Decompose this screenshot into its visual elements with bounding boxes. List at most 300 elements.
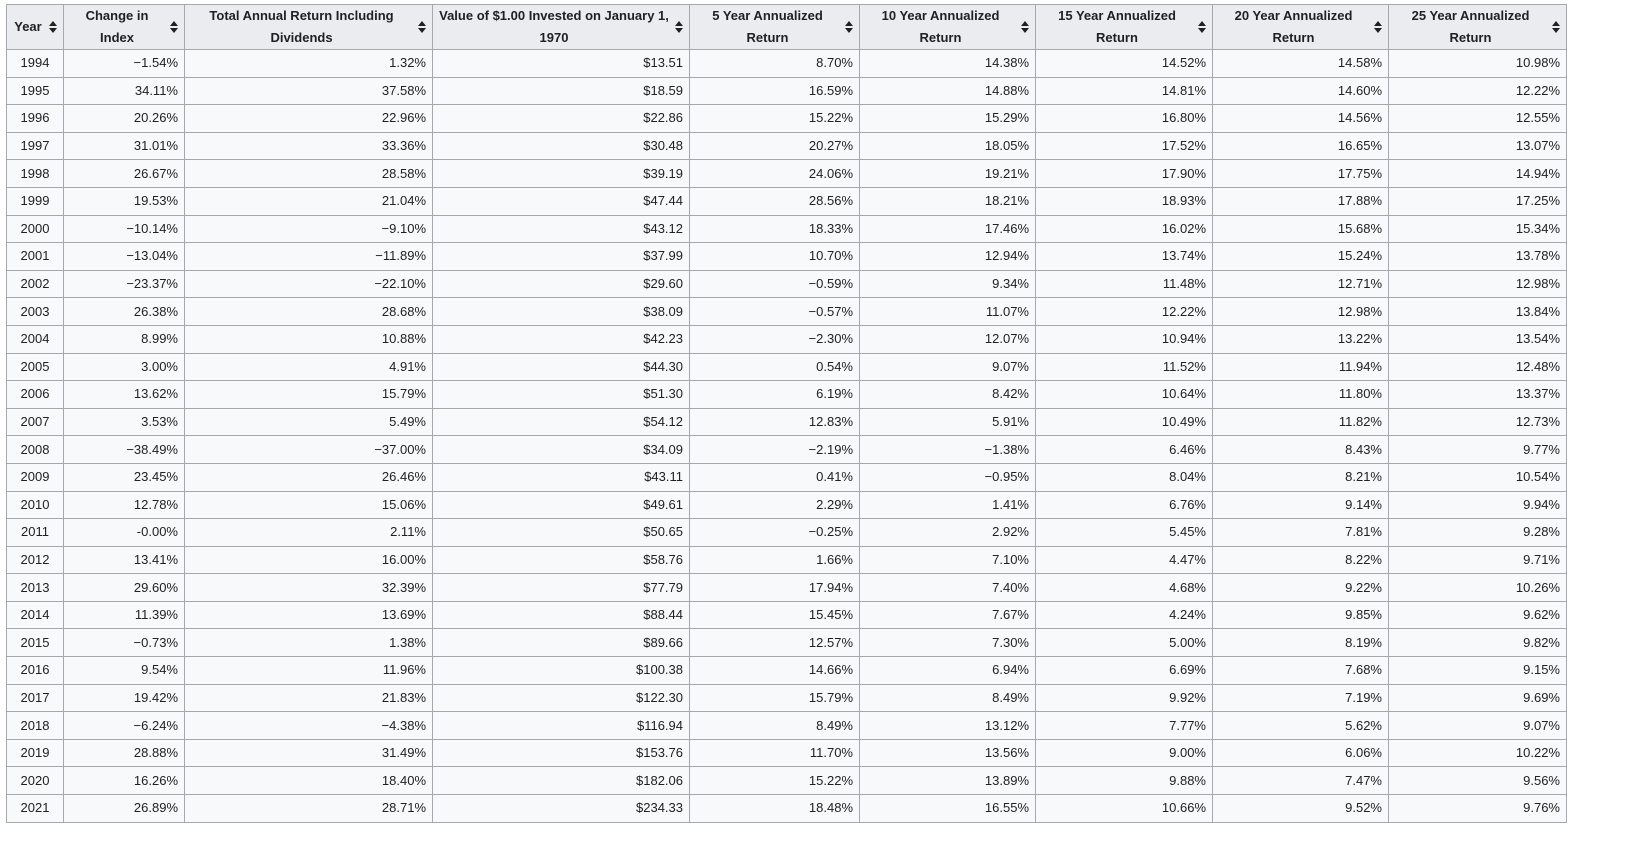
cell-5-year-return: 16.59% [690, 77, 860, 105]
column-header-label: Value of $1.00 Invested on January 1, 1970 [439, 8, 669, 45]
cell-change-in-index: 26.89% [64, 795, 185, 823]
cell-total-annual-return: −4.38% [185, 712, 433, 740]
cell-5-year-return: −2.19% [690, 436, 860, 464]
cell-change-in-index: −1.54% [64, 50, 185, 78]
column-header-label: 5 Year Annualized Return [712, 8, 823, 45]
cell-total-annual-return: −22.10% [185, 270, 433, 298]
cell-15-year-return: 17.52% [1036, 132, 1213, 160]
cell-10-year-return: 7.30% [860, 629, 1036, 657]
cell-15-year-return: 7.77% [1036, 712, 1213, 740]
cell-15-year-return: 10.94% [1036, 325, 1213, 353]
table-row [7, 712, 1567, 740]
cell-value-of-one-dollar: $153.76 [433, 739, 690, 767]
table-row [7, 105, 1567, 133]
cell-change-in-index: −0.73% [64, 629, 185, 657]
cell-25-year-return: 12.22% [1389, 77, 1567, 105]
cell-year: 1995 [7, 77, 64, 105]
cell-10-year-return: 11.07% [860, 298, 1036, 326]
cell-value-of-one-dollar: $30.48 [433, 132, 690, 160]
sort-arrows-icon[interactable] [845, 21, 853, 33]
table-row [7, 519, 1567, 547]
cell-year: 2008 [7, 436, 64, 464]
cell-10-year-return: 7.40% [860, 574, 1036, 602]
cell-5-year-return: 12.57% [690, 629, 860, 657]
cell-25-year-return: 13.84% [1389, 298, 1567, 326]
cell-15-year-return: 13.74% [1036, 243, 1213, 271]
cell-year: 2012 [7, 546, 64, 574]
cell-10-year-return: −0.95% [860, 463, 1036, 491]
cell-25-year-return: 13.07% [1389, 132, 1567, 160]
cell-15-year-return: 4.68% [1036, 574, 1213, 602]
cell-change-in-index: 26.67% [64, 160, 185, 188]
cell-change-in-index: 19.53% [64, 187, 185, 215]
cell-20-year-return: 14.60% [1213, 77, 1389, 105]
table-row [7, 408, 1567, 436]
cell-total-annual-return: 28.58% [185, 160, 433, 188]
cell-change-in-index: 3.00% [64, 353, 185, 381]
cell-value-of-one-dollar: $100.38 [433, 657, 690, 685]
cell-10-year-return: 13.56% [860, 739, 1036, 767]
cell-total-annual-return: 18.40% [185, 767, 433, 795]
cell-change-in-index: 11.39% [64, 601, 185, 629]
cell-15-year-return: 10.64% [1036, 381, 1213, 409]
cell-value-of-one-dollar: $49.61 [433, 491, 690, 519]
cell-25-year-return: 9.62% [1389, 601, 1567, 629]
cell-change-in-index: 8.99% [64, 325, 185, 353]
cell-25-year-return: 10.22% [1389, 739, 1567, 767]
cell-15-year-return: 5.00% [1036, 629, 1213, 657]
cell-total-annual-return: 21.83% [185, 684, 433, 712]
cell-change-in-index: 9.54% [64, 657, 185, 685]
cell-15-year-return: 5.45% [1036, 519, 1213, 547]
cell-25-year-return: 9.77% [1389, 436, 1567, 464]
cell-value-of-one-dollar: $47.44 [433, 187, 690, 215]
cell-total-annual-return: 22.96% [185, 105, 433, 133]
cell-20-year-return: 7.81% [1213, 519, 1389, 547]
cell-total-annual-return: 13.69% [185, 601, 433, 629]
column-header-change-in-index[interactable] [64, 5, 185, 50]
table-row [7, 739, 1567, 767]
cell-value-of-one-dollar: $122.30 [433, 684, 690, 712]
cell-total-annual-return: −9.10% [185, 215, 433, 243]
cell-5-year-return: 14.66% [690, 657, 860, 685]
cell-year: 2005 [7, 353, 64, 381]
column-header-label: 20 Year Annualized Return [1234, 8, 1353, 45]
cell-20-year-return: 5.62% [1213, 712, 1389, 740]
cell-change-in-index: −23.37% [64, 270, 185, 298]
table-row [7, 187, 1567, 215]
cell-15-year-return: 9.92% [1036, 684, 1213, 712]
cell-20-year-return: 15.24% [1213, 243, 1389, 271]
cell-value-of-one-dollar: $13.51 [433, 50, 690, 78]
cell-change-in-index: 13.41% [64, 546, 185, 574]
table-row [7, 270, 1567, 298]
sort-arrows-icon[interactable] [1198, 21, 1206, 33]
table-row [7, 353, 1567, 381]
cell-year: 2021 [7, 795, 64, 823]
cell-change-in-index: −38.49% [64, 436, 185, 464]
table-row [7, 574, 1567, 602]
cell-10-year-return: 12.94% [860, 243, 1036, 271]
cell-25-year-return: 13.37% [1389, 381, 1567, 409]
cell-total-annual-return: 16.00% [185, 546, 433, 574]
table-row [7, 436, 1567, 464]
cell-5-year-return: 18.33% [690, 215, 860, 243]
cell-20-year-return: 17.88% [1213, 187, 1389, 215]
cell-15-year-return: 18.93% [1036, 187, 1213, 215]
cell-15-year-return: 4.24% [1036, 601, 1213, 629]
cell-25-year-return: 12.55% [1389, 105, 1567, 133]
cell-value-of-one-dollar: $38.09 [433, 298, 690, 326]
cell-15-year-return: 14.52% [1036, 50, 1213, 78]
cell-total-annual-return: −11.89% [185, 243, 433, 271]
cell-value-of-one-dollar: $43.11 [433, 463, 690, 491]
cell-change-in-index: 23.45% [64, 463, 185, 491]
table-row [7, 50, 1567, 78]
cell-total-annual-return: 4.91% [185, 353, 433, 381]
cell-20-year-return: 8.43% [1213, 436, 1389, 464]
cell-10-year-return: 16.55% [860, 795, 1036, 823]
cell-5-year-return: 18.48% [690, 795, 860, 823]
cell-25-year-return: 14.94% [1389, 160, 1567, 188]
cell-5-year-return: 15.79% [690, 684, 860, 712]
column-header-label: Total Annual Return Including Dividends [209, 8, 394, 45]
cell-value-of-one-dollar: $182.06 [433, 767, 690, 795]
cell-5-year-return: 8.70% [690, 50, 860, 78]
table-row [7, 463, 1567, 491]
cell-25-year-return: 13.78% [1389, 243, 1567, 271]
cell-25-year-return: 9.94% [1389, 491, 1567, 519]
cell-10-year-return: 8.49% [860, 684, 1036, 712]
cell-change-in-index: 16.26% [64, 767, 185, 795]
cell-5-year-return: −0.25% [690, 519, 860, 547]
cell-15-year-return: 6.69% [1036, 657, 1213, 685]
cell-change-in-index: −6.24% [64, 712, 185, 740]
cell-10-year-return: 14.88% [860, 77, 1036, 105]
table-row [7, 491, 1567, 519]
cell-20-year-return: 7.47% [1213, 767, 1389, 795]
cell-25-year-return: 12.73% [1389, 408, 1567, 436]
column-header-label: 25 Year Annualized Return [1411, 8, 1530, 45]
cell-year: 1998 [7, 160, 64, 188]
table-row [7, 767, 1567, 795]
cell-year: 2017 [7, 684, 64, 712]
cell-value-of-one-dollar: $50.65 [433, 519, 690, 547]
cell-10-year-return: 18.05% [860, 132, 1036, 160]
cell-10-year-return: 19.21% [860, 160, 1036, 188]
cell-5-year-return: 6.19% [690, 381, 860, 409]
cell-25-year-return: 9.69% [1389, 684, 1567, 712]
cell-5-year-return: 0.54% [690, 353, 860, 381]
cell-20-year-return: 11.80% [1213, 381, 1389, 409]
cell-value-of-one-dollar: $39.19 [433, 160, 690, 188]
cell-10-year-return: 17.46% [860, 215, 1036, 243]
cell-15-year-return: 16.80% [1036, 105, 1213, 133]
cell-value-of-one-dollar: $29.60 [433, 270, 690, 298]
cell-year: 2014 [7, 601, 64, 629]
cell-total-annual-return: 28.71% [185, 795, 433, 823]
cell-10-year-return: 13.12% [860, 712, 1036, 740]
cell-total-annual-return: 26.46% [185, 463, 433, 491]
cell-15-year-return: 11.52% [1036, 353, 1213, 381]
cell-5-year-return: 20.27% [690, 132, 860, 160]
column-header-label: Year [14, 19, 42, 34]
cell-20-year-return: 9.14% [1213, 491, 1389, 519]
table-row [7, 160, 1567, 188]
cell-year: 2011 [7, 519, 64, 547]
cell-15-year-return: 8.04% [1036, 463, 1213, 491]
cell-10-year-return: 7.10% [860, 546, 1036, 574]
cell-value-of-one-dollar: $88.44 [433, 601, 690, 629]
sort-arrows-icon[interactable] [1374, 21, 1382, 33]
cell-5-year-return: 15.22% [690, 105, 860, 133]
table-row [7, 77, 1567, 105]
cell-20-year-return: 16.65% [1213, 132, 1389, 160]
cell-25-year-return: 12.48% [1389, 353, 1567, 381]
cell-5-year-return: 17.94% [690, 574, 860, 602]
cell-5-year-return: 8.49% [690, 712, 860, 740]
cell-20-year-return: 12.98% [1213, 298, 1389, 326]
table-row [7, 215, 1567, 243]
cell-total-annual-return: 21.04% [185, 187, 433, 215]
cell-change-in-index: 3.53% [64, 408, 185, 436]
cell-change-in-index: 20.26% [64, 105, 185, 133]
cell-20-year-return: 12.71% [1213, 270, 1389, 298]
cell-year: 1994 [7, 50, 64, 78]
cell-total-annual-return: 37.58% [185, 77, 433, 105]
cell-10-year-return: 7.67% [860, 601, 1036, 629]
column-header-value-of-one-dollar[interactable] [433, 5, 690, 50]
cell-year: 2013 [7, 574, 64, 602]
column-header-label: Change in Index [85, 8, 149, 45]
column-header-10-year-return[interactable] [860, 5, 1036, 50]
cell-year: 2006 [7, 381, 64, 409]
cell-15-year-return: 12.22% [1036, 298, 1213, 326]
cell-total-annual-return: 33.36% [185, 132, 433, 160]
cell-10-year-return: 12.07% [860, 325, 1036, 353]
cell-year: 1996 [7, 105, 64, 133]
cell-value-of-one-dollar: $22.86 [433, 105, 690, 133]
sort-arrows-icon[interactable] [675, 21, 683, 33]
table-row [7, 243, 1567, 271]
cell-year: 2018 [7, 712, 64, 740]
cell-total-annual-return: 28.68% [185, 298, 433, 326]
cell-total-annual-return: 11.96% [185, 657, 433, 685]
cell-5-year-return: 11.70% [690, 739, 860, 767]
column-header-total-annual-return[interactable] [185, 5, 433, 50]
cell-year: 2019 [7, 739, 64, 767]
cell-5-year-return: 24.06% [690, 160, 860, 188]
cell-value-of-one-dollar: $37.99 [433, 243, 690, 271]
cell-5-year-return: −0.59% [690, 270, 860, 298]
cell-15-year-return: 9.00% [1036, 739, 1213, 767]
cell-15-year-return: 10.66% [1036, 795, 1213, 823]
cell-10-year-return: 15.29% [860, 105, 1036, 133]
cell-year: 2000 [7, 215, 64, 243]
cell-change-in-index: 12.78% [64, 491, 185, 519]
table-row [7, 601, 1567, 629]
cell-5-year-return: 28.56% [690, 187, 860, 215]
cell-total-annual-return: 10.88% [185, 325, 433, 353]
cell-change-in-index: −13.04% [64, 243, 185, 271]
cell-15-year-return: 6.76% [1036, 491, 1213, 519]
cell-20-year-return: 9.22% [1213, 574, 1389, 602]
cell-25-year-return: 17.25% [1389, 187, 1567, 215]
cell-year: 2020 [7, 767, 64, 795]
cell-25-year-return: 9.56% [1389, 767, 1567, 795]
cell-total-annual-return: 32.39% [185, 574, 433, 602]
cell-total-annual-return: 2.11% [185, 519, 433, 547]
sort-arrows-icon[interactable] [418, 21, 426, 33]
table-container [6, 4, 1567, 823]
cell-25-year-return: 10.54% [1389, 463, 1567, 491]
table-row [7, 132, 1567, 160]
cell-20-year-return: 9.52% [1213, 795, 1389, 823]
cell-year: 2015 [7, 629, 64, 657]
cell-total-annual-return: 31.49% [185, 739, 433, 767]
table-row [7, 657, 1567, 685]
cell-20-year-return: 6.06% [1213, 739, 1389, 767]
cell-20-year-return: 17.75% [1213, 160, 1389, 188]
table-row [7, 795, 1567, 823]
cell-year: 1999 [7, 187, 64, 215]
cell-total-annual-return: 1.32% [185, 50, 433, 78]
cell-25-year-return: 9.82% [1389, 629, 1567, 657]
cell-year: 2002 [7, 270, 64, 298]
cell-25-year-return: 10.98% [1389, 50, 1567, 78]
cell-25-year-return: 9.15% [1389, 657, 1567, 685]
cell-15-year-return: 10.49% [1036, 408, 1213, 436]
cell-20-year-return: 7.19% [1213, 684, 1389, 712]
column-header-5-year-return[interactable] [690, 5, 860, 50]
cell-10-year-return: 5.91% [860, 408, 1036, 436]
cell-10-year-return: 8.42% [860, 381, 1036, 409]
cell-20-year-return: 11.94% [1213, 353, 1389, 381]
cell-25-year-return: 9.71% [1389, 546, 1567, 574]
table-row [7, 381, 1567, 409]
cell-5-year-return: 12.83% [690, 408, 860, 436]
cell-5-year-return: 0.41% [690, 463, 860, 491]
cell-change-in-index: −10.14% [64, 215, 185, 243]
cell-20-year-return: 15.68% [1213, 215, 1389, 243]
table-row [7, 325, 1567, 353]
cell-year: 2003 [7, 298, 64, 326]
cell-10-year-return: 2.92% [860, 519, 1036, 547]
cell-15-year-return: 16.02% [1036, 215, 1213, 243]
cell-year: 1997 [7, 132, 64, 160]
table-body [7, 50, 1567, 823]
cell-year: 2009 [7, 463, 64, 491]
column-header-year[interactable] [7, 5, 64, 50]
cell-value-of-one-dollar: $234.33 [433, 795, 690, 823]
cell-15-year-return: 14.81% [1036, 77, 1213, 105]
cell-value-of-one-dollar: $116.94 [433, 712, 690, 740]
cell-change-in-index: 28.88% [64, 739, 185, 767]
cell-25-year-return: 9.76% [1389, 795, 1567, 823]
column-header-25-year-return[interactable] [1389, 5, 1567, 50]
cell-15-year-return: 9.88% [1036, 767, 1213, 795]
cell-25-year-return: 10.26% [1389, 574, 1567, 602]
cell-year: 2007 [7, 408, 64, 436]
cell-20-year-return: 9.85% [1213, 601, 1389, 629]
cell-total-annual-return: −37.00% [185, 436, 433, 464]
header-row [7, 5, 1567, 50]
table-row [7, 684, 1567, 712]
cell-25-year-return: 9.28% [1389, 519, 1567, 547]
cell-10-year-return: 9.34% [860, 270, 1036, 298]
cell-20-year-return: 11.82% [1213, 408, 1389, 436]
cell-20-year-return: 8.22% [1213, 546, 1389, 574]
cell-10-year-return: 1.41% [860, 491, 1036, 519]
cell-change-in-index: 19.42% [64, 684, 185, 712]
cell-5-year-return: 15.45% [690, 601, 860, 629]
cell-change-in-index: 26.38% [64, 298, 185, 326]
sort-arrows-icon[interactable] [49, 21, 57, 33]
cell-value-of-one-dollar: $51.30 [433, 381, 690, 409]
cell-change-in-index: 29.60% [64, 574, 185, 602]
cell-value-of-one-dollar: $54.12 [433, 408, 690, 436]
sort-arrows-icon[interactable] [1552, 21, 1560, 33]
cell-25-year-return: 13.54% [1389, 325, 1567, 353]
column-header-20-year-return[interactable] [1213, 5, 1389, 50]
cell-5-year-return: −2.30% [690, 325, 860, 353]
column-header-15-year-return[interactable] [1036, 5, 1213, 50]
cell-15-year-return: 11.48% [1036, 270, 1213, 298]
cell-total-annual-return: 15.79% [185, 381, 433, 409]
cell-change-in-index: -0.00% [64, 519, 185, 547]
cell-year: 2004 [7, 325, 64, 353]
cell-total-annual-return: 15.06% [185, 491, 433, 519]
cell-total-annual-return: 1.38% [185, 629, 433, 657]
cell-10-year-return: 9.07% [860, 353, 1036, 381]
cell-year: 2010 [7, 491, 64, 519]
cell-10-year-return: 13.89% [860, 767, 1036, 795]
cell-value-of-one-dollar: $89.66 [433, 629, 690, 657]
cell-year: 2001 [7, 243, 64, 271]
cell-year: 2016 [7, 657, 64, 685]
cell-25-year-return: 15.34% [1389, 215, 1567, 243]
table-row [7, 298, 1567, 326]
cell-20-year-return: 14.56% [1213, 105, 1389, 133]
cell-change-in-index: 13.62% [64, 381, 185, 409]
cell-value-of-one-dollar: $18.59 [433, 77, 690, 105]
cell-10-year-return: 14.38% [860, 50, 1036, 78]
cell-value-of-one-dollar: $58.76 [433, 546, 690, 574]
sort-arrows-icon[interactable] [170, 21, 178, 33]
cell-value-of-one-dollar: $44.30 [433, 353, 690, 381]
cell-25-year-return: 12.98% [1389, 270, 1567, 298]
cell-20-year-return: 13.22% [1213, 325, 1389, 353]
cell-change-in-index: 31.01% [64, 132, 185, 160]
cell-15-year-return: 17.90% [1036, 160, 1213, 188]
cell-change-in-index: 34.11% [64, 77, 185, 105]
cell-15-year-return: 4.47% [1036, 546, 1213, 574]
column-header-label: 15 Year Annualized Return [1058, 8, 1176, 45]
cell-value-of-one-dollar: $77.79 [433, 574, 690, 602]
cell-total-annual-return: 5.49% [185, 408, 433, 436]
cell-5-year-return: 15.22% [690, 767, 860, 795]
cell-20-year-return: 8.19% [1213, 629, 1389, 657]
cell-10-year-return: 18.21% [860, 187, 1036, 215]
cell-15-year-return: 6.46% [1036, 436, 1213, 464]
cell-5-year-return: 2.29% [690, 491, 860, 519]
cell-10-year-return: 6.94% [860, 657, 1036, 685]
cell-value-of-one-dollar: $43.12 [433, 215, 690, 243]
table-row [7, 546, 1567, 574]
sort-arrows-icon[interactable] [1021, 21, 1029, 33]
cell-10-year-return: −1.38% [860, 436, 1036, 464]
cell-5-year-return: 10.70% [690, 243, 860, 271]
